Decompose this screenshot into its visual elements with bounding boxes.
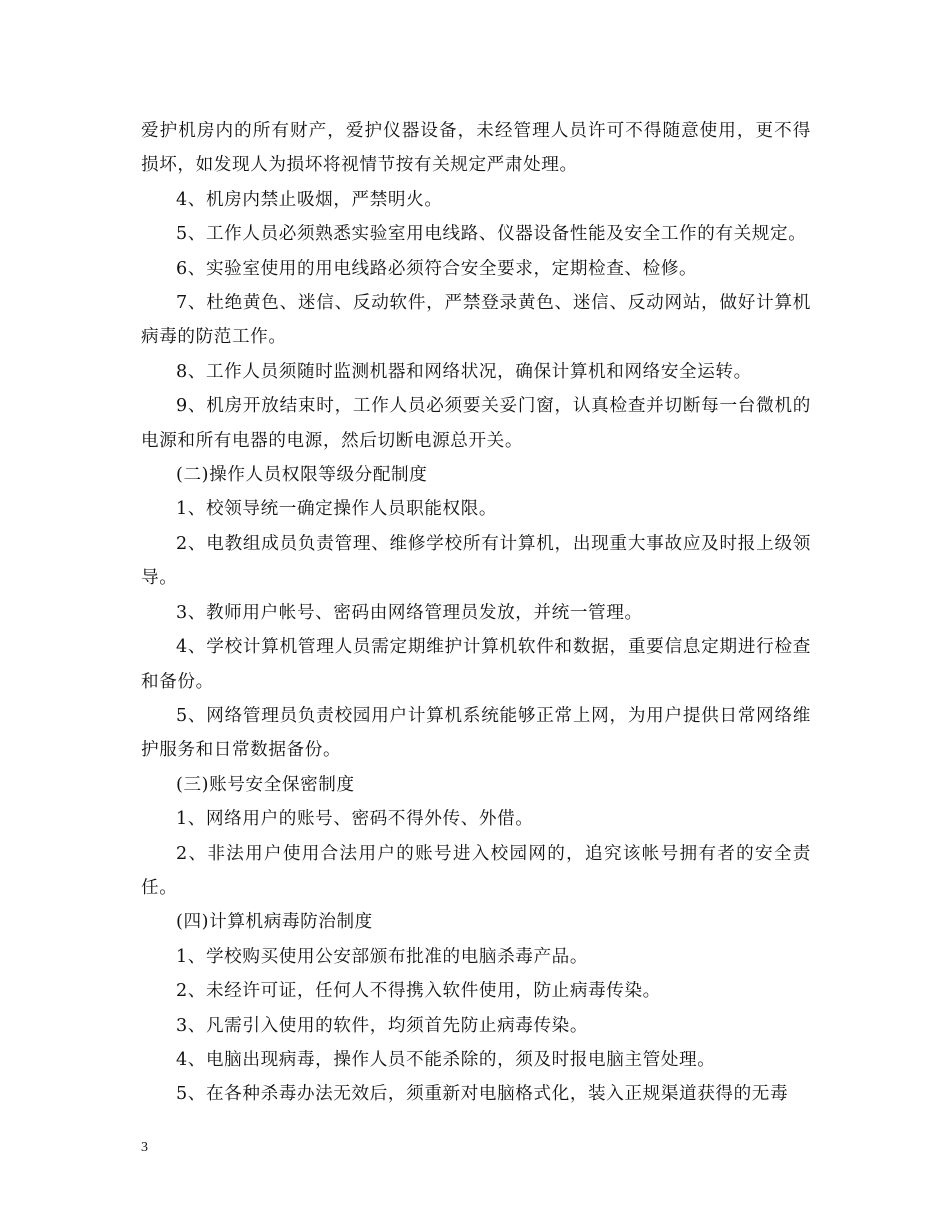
paragraph: 1、校领导统一确定操作人员职能权限。: [176, 499, 498, 520]
page-number: 3: [141, 1140, 148, 1155]
paragraph: 4、电脑出现病毒，操作人员不能杀除的，须及时报电脑主管处理。: [176, 1049, 716, 1070]
paragraph: 3、教师用户帐号、密码由网络管理员发放，并统一管理。: [176, 602, 643, 623]
paragraph: 1、学校购买使用公安部颁布批准的电脑杀毒产品。: [176, 946, 589, 967]
paragraph: 7、杜绝黄色、迷信、反动软件，严禁登录黄色、迷信、反动网站，做好计算机病毒的防范工作。: [141, 293, 811, 348]
section-heading: (二)操作人员权限等级分配制度: [176, 465, 428, 486]
paragraph: 2、非法用户使用合法用户的账号进入校园网的，追究该帐号拥有者的安全责任。: [141, 843, 811, 898]
document-body: [141, 114, 811, 1112]
paragraph: 4、学校计算机管理人员需定期维护计算机软件和数据，重要信息定期进行检查和备份。: [141, 637, 811, 692]
paragraph: 5、网络管理员负责校园用户计算机系统能够正常上网，为用户提供日常网络维护服务和日常数据备份。: [141, 705, 811, 761]
paragraph: 3、凡需引入使用的软件，均须首先防止病毒传染。: [176, 1015, 589, 1036]
paragraph: 1、网络用户的账号、密码不得外传、外借。: [176, 809, 534, 830]
paragraph: 2、电教组成员负责管理、维修学校所有计算机，出现重大事故应及时报上级领导。: [141, 533, 811, 589]
paragraph: 8、工作人员须随时监测机器和网络状况，确保计算机和网络安全运转。: [176, 361, 752, 382]
section-heading: (三)账号安全保密制度: [176, 774, 355, 795]
paragraph: 5、在各种杀毒办法无效后，须重新对电脑格式化，装入正规渠道获得的无毒: [176, 1084, 789, 1105]
paragraph: 9、机房开放结束时，工作人员必须要关妥门窗，认真检查并切断每一台微机的电源和所有电器的电源，然后切断电源总开关。: [141, 396, 811, 451]
paragraph: 5、工作人员必须熟悉实验室用电线路、仪器设备性能及安全工作的有关规定。: [176, 224, 807, 245]
paragraph: 2、未经许可证，任何人不得携入软件使用，防止病毒传染。: [176, 981, 661, 1002]
paragraph: 4、机房内禁止吸烟，严禁明火。: [176, 189, 443, 210]
paragraph: 6、实验室使用的用电线路必须符合安全要求，定期检查、检修。: [176, 258, 698, 279]
section-heading: (四)计算机病毒防治制度: [176, 912, 373, 933]
paragraph: 爱护机房内的所有财产，爱护仪器设备，未经管理人员许可不得随意使用，更不得损坏，如发现人为损坏将视情节按有关规定严肃处理。: [141, 121, 811, 176]
